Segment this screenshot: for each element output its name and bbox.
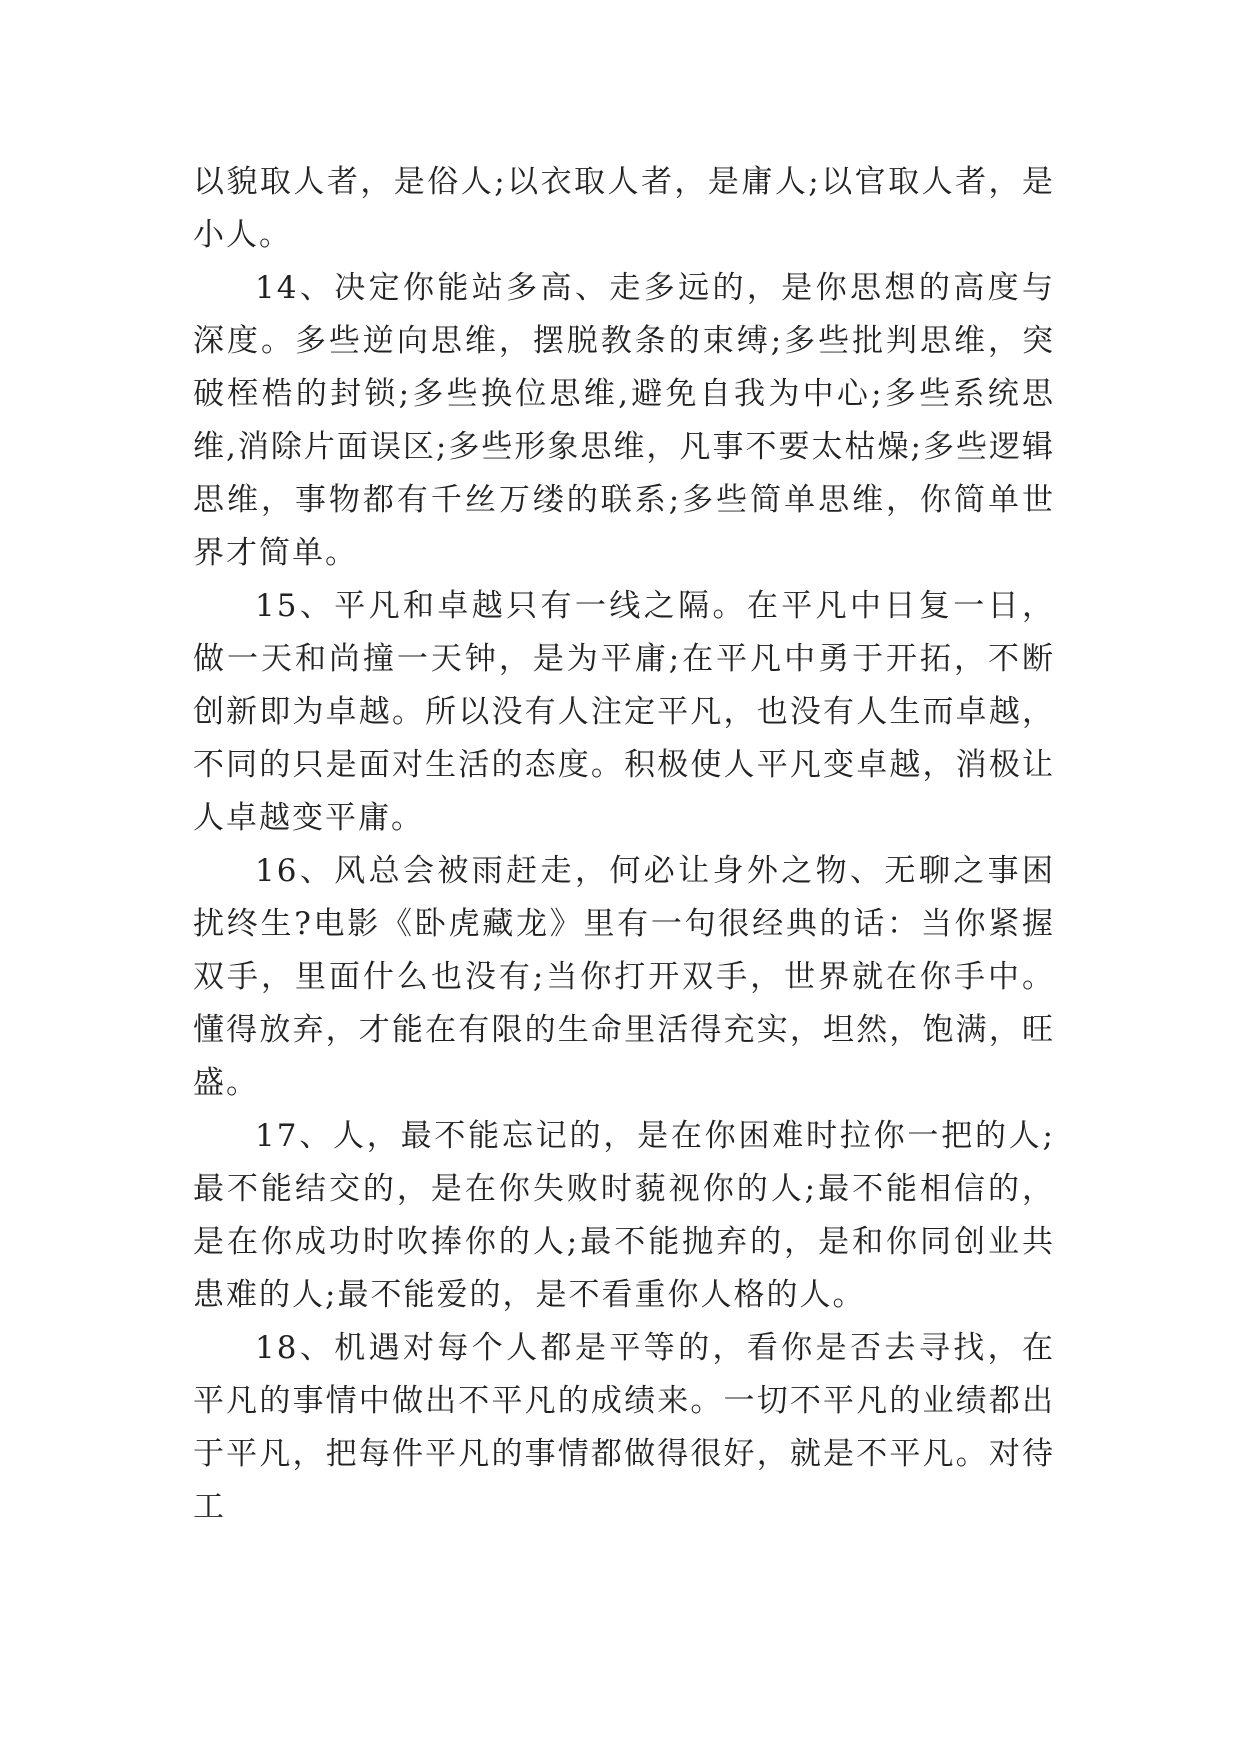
paragraph-continuation: 以貌取人者，是俗人;以衣取人者，是庸人;以官取人者，是小人。	[193, 164, 1055, 253]
paragraph-17: 17、人，最不能忘记的，是在你困难时拉你一把的人;最不能结交的，是在你失败时藐视你的人;最不能相信的，是在你成功时吹捧你的人;最不能抛弃的，是和你同创业共患难的人;最不能爱的，是不看重你人格的人。	[193, 1118, 1055, 1313]
document-body	[193, 156, 1055, 1534]
paragraph-18: 18、机遇对每个人都是平等的，看你是否去寻找，在平凡的事情中做出不平凡的成绩来。一切不平凡的业绩都出于平凡，把每件平凡的事情都做得很好，就是不平凡。对待工	[193, 1330, 1055, 1525]
paragraph-15: 15、平凡和卓越只有一线之隔。在平凡中日复一日，做一天和尚撞一天钟，是为平庸;在平凡中勇于开拓，不断创新即为卓越。所以没有人注定平凡，也没有人生而卓越，不同的只是面对生活的态度。积极使人平凡变卓越，消极让人卓越变平庸。	[193, 588, 1055, 836]
paragraph-16: 16、风总会被雨赶走，何必让身外之物、无聊之事困扰终生?电影《卧虎藏龙》里有一句很经典的话：当你紧握双手，里面什么也没有;当你打开双手，世界就在你手中。懂得放弃，才能在有限的生命里活得充实，坦然，饱满，旺盛。	[193, 853, 1055, 1101]
paragraph-14: 14、决定你能站多高、走多远的，是你思想的高度与深度。多些逆向思维，摆脱教条的束缚;多些批判思维，突破桎梏的封锁;多些换位思维,避免自我为中心;多些系统思维,消除片面误区;多些形象思维，凡事不要太枯燥;多些逻辑思维，事物都有千丝万缕的联系;多些简单思维，你简单世界才简单。	[193, 270, 1055, 571]
